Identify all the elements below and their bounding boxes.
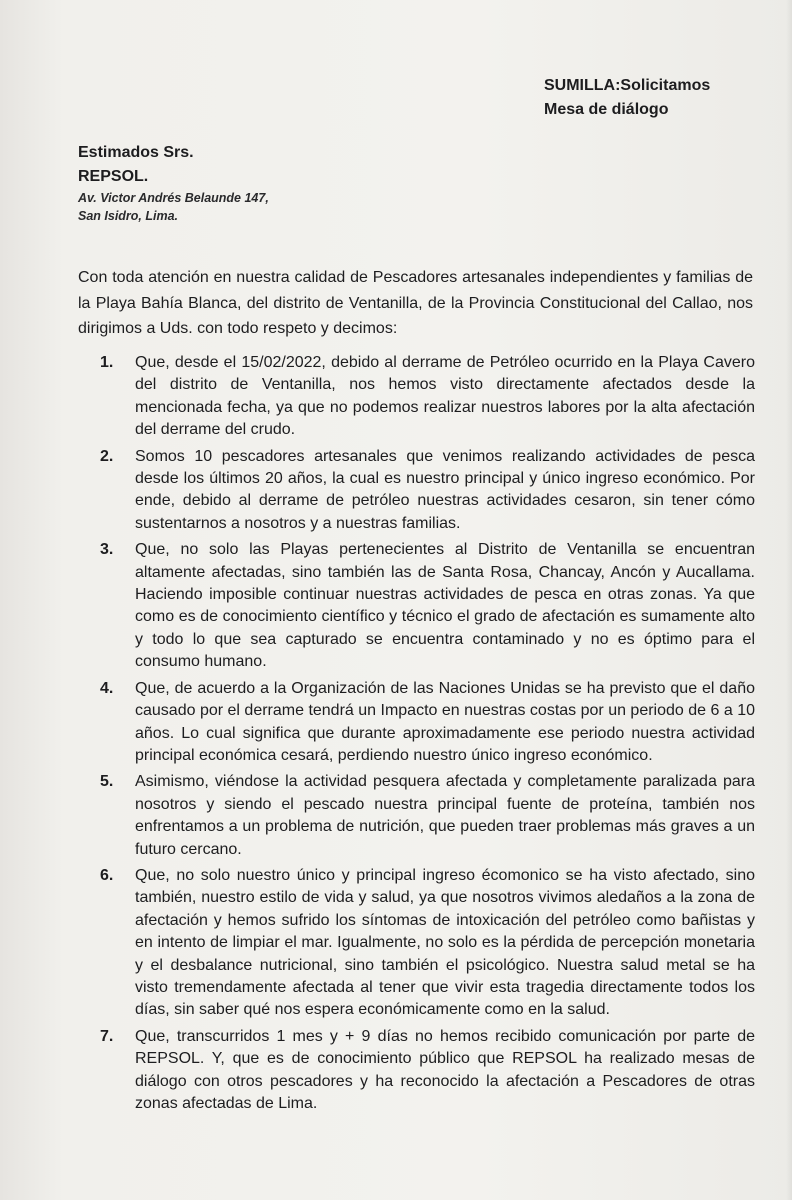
scan-shadow	[786, 0, 792, 1200]
item-number: 3.	[100, 541, 114, 559]
item-text: Que, transcurridos 1 mes y + 9 días no hemos recibido comunicación por parte de REPSOL. Y, que es de conocimiento público que REPSOL ha realizado mesas de diálogo con otros pescadores y ha reconocido la afectación a Pescadores de otras zonas afectadas de Lima.	[135, 1027, 755, 1112]
intro-paragraph: Con toda atención en nuestra calidad de Pescadores artesanales independientes y familias de la Playa Bahía Blanca, del distrito de Ventanilla, de la Provincia Constitucional del Callao, nos dirigimos a Uds. con todo respeto y decimos:	[78, 269, 753, 337]
list-item	[100, 771, 755, 861]
list-item	[100, 1026, 755, 1116]
address-line-2: San Isidro, Lima.	[78, 209, 179, 223]
greeting: Estimados Srs.	[78, 144, 194, 161]
item-text: Que, no solo las Playas pertenecientes al Distrito de Ventanilla se encuentran altamente afectadas, sino también las de Santa Rosa, Chancay, Ancón y Aucallama. Haciendo imposible continuar nuestras actividades de pesca en otras zonas. Ya que como es de conocimiento científico y técnico el grado de afectación es sumamente alto y todo lo que sea capturado se encuentra contaminado y no es óptimo para el consumo humano.	[135, 541, 755, 671]
sumilla-block	[544, 74, 710, 122]
item-number: 1.	[100, 354, 114, 371]
address-line-1: Av. Victor Andrés Belaunde 147,	[78, 191, 269, 205]
item-number: 6.	[100, 866, 114, 884]
list-item	[100, 446, 755, 536]
list-item	[100, 539, 755, 673]
item-text: Somos 10 pescadores artesanales que venimos realizando actividades de pesca desde los últimos 20 años, la cual es nuestro principal y único ingreso económico. Por ende, debido al derrame de petróleo nuestras actividades cesaron, sin tener cómo sustentarnos a nosotros y a nuestras familias.	[135, 447, 755, 532]
item-text: Que, desde el 15/02/2022, debido al derrame de Petróleo ocurrido en la Playa Cavero del distrito de Ventanilla, nos hemos visto directamente afectados desde la mencionada fecha, ya que no podemos realizar nuestros labores por la alta afectación del derrame del crudo.	[135, 354, 755, 439]
list-item	[100, 352, 755, 442]
item-text: Que, no solo nuestro único y principal ingreso écomonico se ha visto afectado, sino también, nuestro estilo de vida y salud, ya que nosotros vivimos aledaños a la zona de afectación y hemos sufrido los síntomas de intoxicación del petróleo como bañistas y en intento de limpiar el mar. Igualmente, no solo es la pérdida de percepción monetaria y el desbalance nutricional, sino también el psicológico. Nuestra salud metal se ha visto tremendamente afectada al tener que vivir esta tragedia directamente todos los días, sin saber qué nos espera económicamente como en la salud.	[135, 866, 755, 1019]
item-text: Que, de acuerdo a la Organización de las Naciones Unidas se ha previsto que el daño causado por el derrame tendrá un Impacto en nuestras costas por un periodo de 6 a 10 años. Lo cual significa que durante aproximadamente ese periodo nuestra actividad principal económica cesará, perdiendo nuestro único ingreso económico.	[135, 679, 755, 764]
company-name: REPSOL.	[78, 168, 149, 185]
addressee-block	[78, 141, 269, 225]
item-text: Asimismo, viéndose la actividad pesquera afectada y completamente paralizada para nosotros y siendo el pescado nuestra principal fuente de proteína, también nos enfrentamos a un problema de nutrición, que pueden traer problemas más graves a un futuro cercano.	[135, 773, 755, 858]
sumilla-subject: Mesa de diálogo	[544, 101, 669, 118]
list-item	[100, 865, 755, 1022]
item-number: 4.	[100, 679, 114, 697]
item-number: 5.	[100, 773, 114, 791]
sumilla-title: SUMILLA:Solicitamos	[544, 77, 711, 94]
points-list	[100, 352, 755, 1119]
item-number: 2.	[100, 447, 114, 465]
item-number: 7.	[100, 1027, 114, 1045]
list-item	[100, 678, 755, 768]
